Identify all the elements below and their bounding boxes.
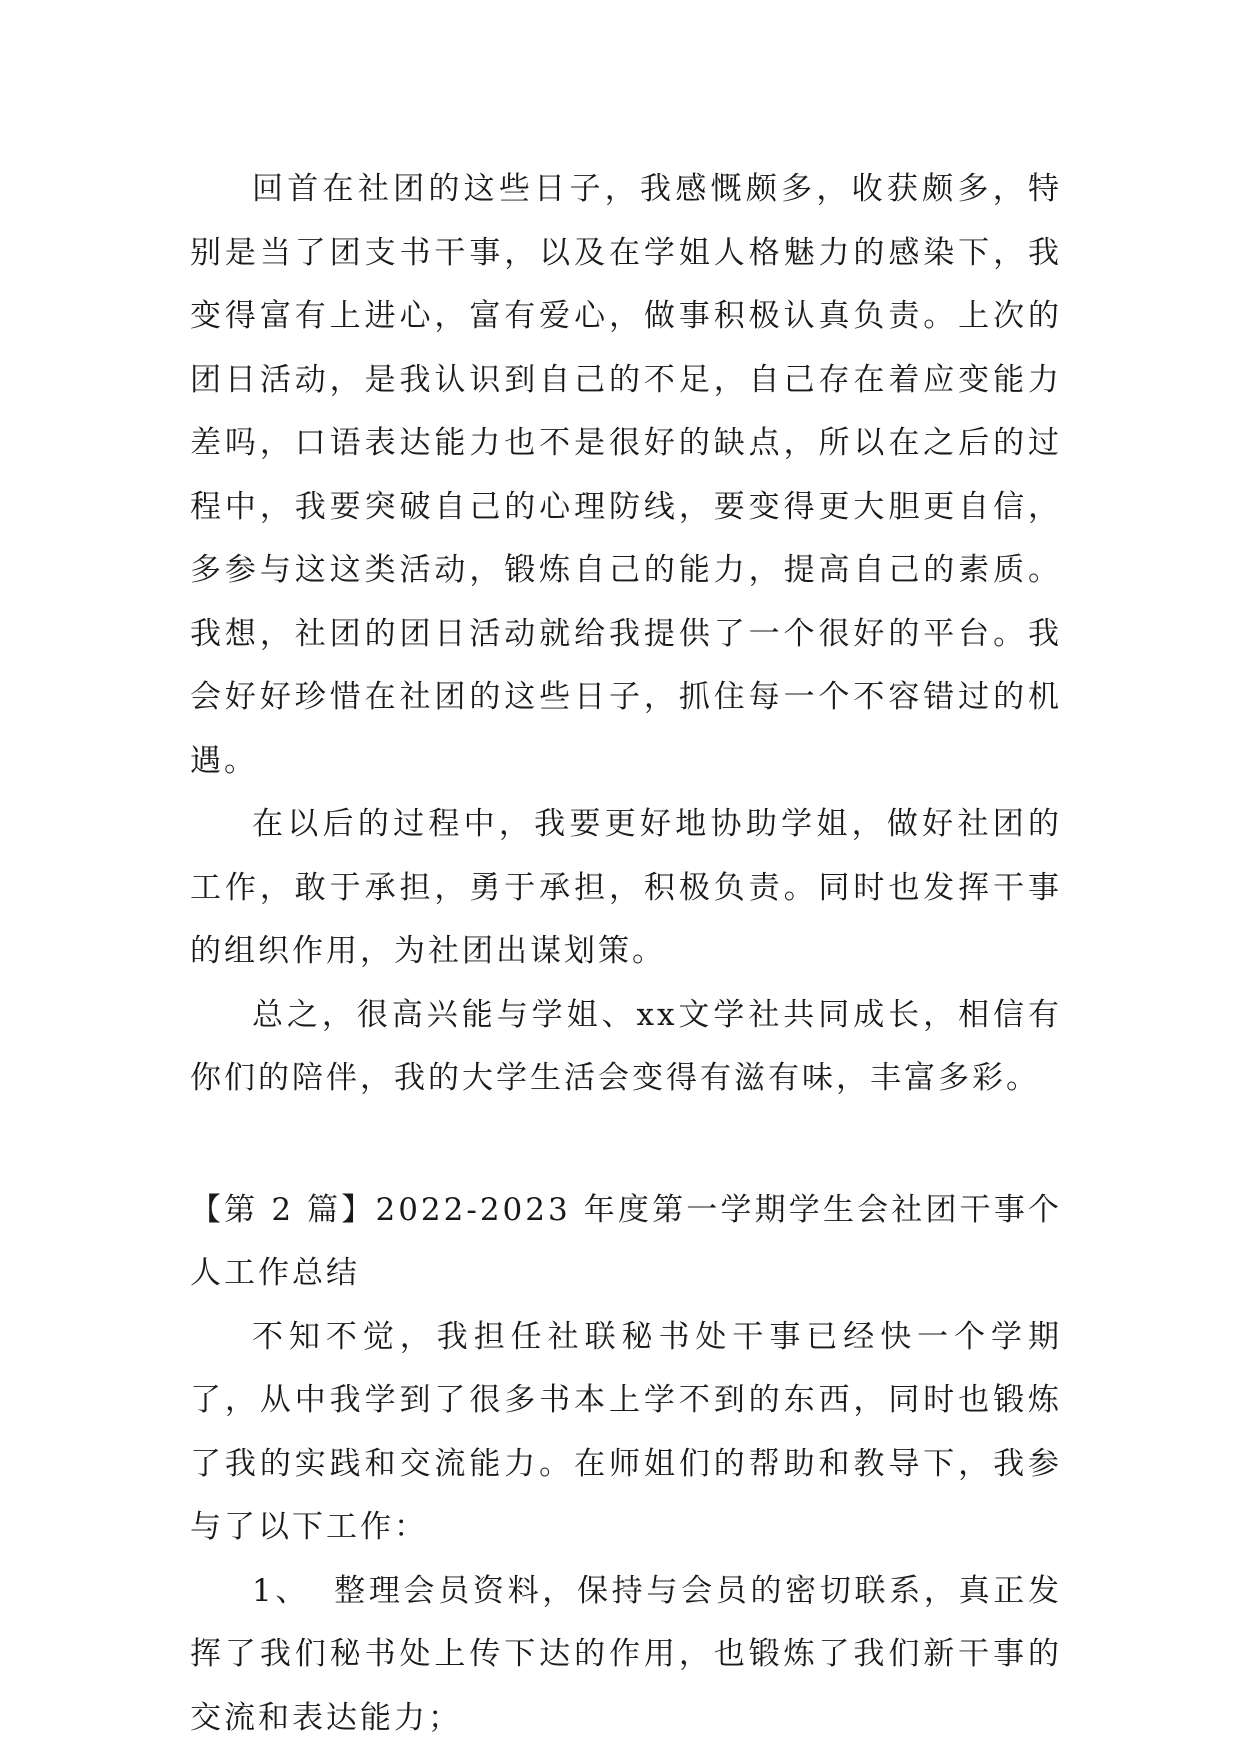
- paragraph: 回首在社团的这些日子，我感慨颇多，收获颇多，特别是当了团支书干事，以及在学姐人格魅力的感染下，我变得富有上进心，富有爱心，做事积极认真负责。上次的团日活动，是我认识到自己的不足，自己存在着应变能力差吗，口语表达能力也不是很好的缺点，所以在之后的过程中，我要突破自己的心理防线，要变得更大胆更自信，多参与这这类活动，锻炼自己的能力，提高自己的素质。我想，社团的团日活动就给我提供了一个很好的平台。我会好好珍惜在社团的这些日子，抓住每一个不容错过的机遇。: [190, 171, 1062, 779]
- section-heading: 【第 2 篇】2022-2023 年度第一学期学生会社团干事个人工作总结: [190, 1191, 1062, 1291]
- paragraph: 不知不觉，我担任社联秘书处干事已经快一个学期了，从中我学到了很多书本上学不到的东西，同时也锻炼了我的实践和交流能力。在师姐们的帮助和教导下，我参与了以下工作：: [190, 1318, 1062, 1545]
- document-body: [190, 158, 1062, 1750]
- paragraph: 在以后的过程中，我要更好地协助学姐，做好社团的工作，敢于承担，勇于承担，积极负责。同时也发挥干事的组织作用，为社团出谋划策。: [190, 806, 1062, 969]
- list-item-text: 整理会员资料，保持与会员的密切联系，真正发挥了我们秘书处上传下达的作用，也锻炼了我们新干事的交流和表达能力；: [190, 1572, 1063, 1736]
- list-item: [190, 1560, 1062, 1751]
- list-item-number: 1、: [252, 1572, 311, 1609]
- paragraph: 总之，很高兴能与学姐、xx文学社共同成长，相信有你们的陪伴，我的大学生活会变得有滋有味，丰富多彩。: [190, 996, 1062, 1096]
